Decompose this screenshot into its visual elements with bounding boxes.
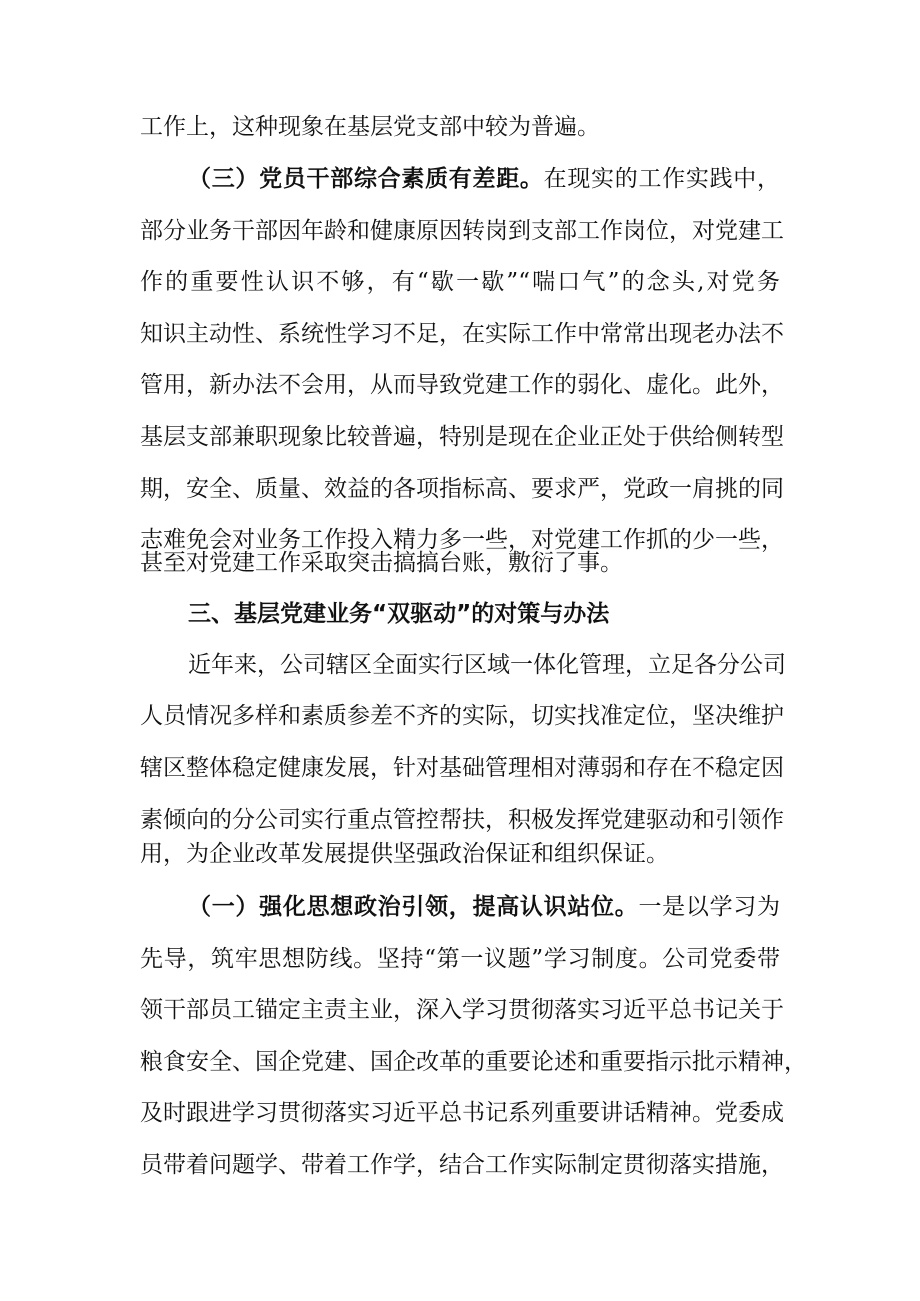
text-line: 素倾向的分公司实行重点管控帮扶，积极发挥党建驱动和引领作 <box>140 807 784 833</box>
text-line: 用，为企业改革发展提供坚强政治保证和组织保证。 <box>140 841 669 867</box>
text-line: 人员情况多样和素质参差不齐的实际，切实找准定位，坚决维护 <box>140 703 784 729</box>
text-line: 员带着问题学、带着工作学，结合工作实际制定贯彻落实措施， <box>140 1152 784 1178</box>
text-line: 先导，筑牢思想防线。坚持“第一议题”学习制度。公司党委带 <box>140 946 780 972</box>
section-heading: 三、基层党建业务“双驱动”的对策与办法 <box>188 601 610 627</box>
text-line: 部分业务干部因年龄和健康原因转岗到支部工作岗位，对党建工 <box>140 218 784 244</box>
text-line: 领干部员工锚定主责主业，深入学习贯彻落实习近平总书记关于 <box>140 997 784 1023</box>
text-line: 工作上，这种现象在基层党支部中较为普遍。 <box>140 114 600 140</box>
text-line: 管用，新办法不会用，从而导致党建工作的弱化、虚化。此外， <box>140 372 784 398</box>
text-line: 作的重要性认识不够，有“歇一歇”“喘口气”的念头,对党务 <box>140 269 780 295</box>
text-line: 基层支部兼职现象比较普遍，特别是现在企业正处于供给侧转型 <box>140 424 784 450</box>
text-line: 知识主动性、系统性学习不足，在实际工作中常常出现老办法不 <box>140 321 784 347</box>
text-line: 粮食安全、国企党建、国企改革的重要论述和重要指示批示精神， <box>140 1049 807 1075</box>
subheading-text: （一）强化思想政治引领，提高认识站位。 <box>188 894 639 920</box>
text-line: 近年来，公司辖区全面实行区域一体化管理，立足各分公司 <box>188 652 786 678</box>
subheading-text: （三）党员干部综合素质有差距。 <box>188 166 544 192</box>
text-line: 志难免会对业务工作投入精力多一些，对党建工作抓的少一些， <box>140 527 784 553</box>
text-line: 甚至对党建工作采取突击搞搞台账，敷衍了事。 <box>140 550 623 576</box>
text-fragment: 在现实的工作实践中， <box>543 166 781 192</box>
subheading-line <box>188 885 780 929</box>
text-line: 辖区整体稳定健康发展，针对基础管理相对薄弱和存在不稳定因 <box>140 755 784 781</box>
text-line: 期，安全、质量、效益的各项指标高、要求严，党政一肩挑的同 <box>140 476 784 502</box>
text-fragment: 一是以学习为 <box>638 894 781 920</box>
subheading-line <box>188 157 780 201</box>
text-line: 及时跟进学习贯彻落实习近平总书记系列重要讲话精神。党委成 <box>140 1100 784 1126</box>
